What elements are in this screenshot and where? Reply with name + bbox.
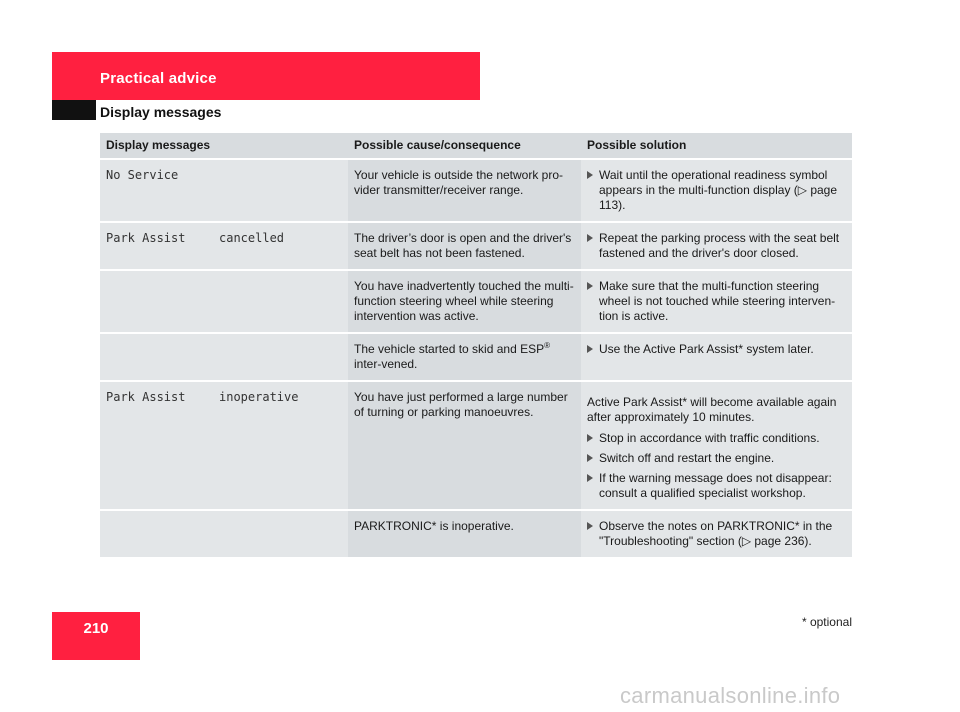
solution-step-text: Use the Active Park Assist* system later.	[599, 342, 814, 356]
solution-step	[587, 342, 846, 357]
table-row	[100, 381, 852, 510]
message-cell: Park Assist	[100, 222, 213, 270]
watermark: carmanualsonline.info	[620, 683, 841, 708]
status-cell	[213, 510, 348, 558]
solution-intro: Active Park Assist* will become available again after approximately 10 minutes.	[587, 395, 837, 424]
solution-step	[587, 168, 846, 213]
solution-step-text: Repeat the parking process with the seat belt fastened and the driver's door closed.	[599, 231, 840, 260]
table-row	[100, 510, 852, 558]
message-cell: Park Assist	[100, 381, 213, 510]
page-number-box	[52, 612, 140, 660]
cause-cell	[348, 333, 581, 381]
page-subtitle: Display messages	[100, 104, 222, 120]
solution-step	[587, 519, 846, 549]
solution-cell	[581, 381, 852, 510]
solution-step-text: Make sure that the multi-function steering wheel is not touched while steering interven-tion is active.	[599, 279, 836, 323]
page-number: 210	[83, 620, 109, 637]
solution-step	[587, 431, 846, 446]
table-row	[100, 159, 852, 222]
message-cell: No Service	[100, 159, 213, 222]
status-cell	[213, 270, 348, 333]
status-cell	[213, 333, 348, 381]
solution-step-text: Observe the notes on PARKTRONIC* in the "Troubleshooting" section (▷ page 236).	[599, 519, 833, 548]
column-header-solution: Possible solution	[581, 133, 852, 159]
cause-cell: You have just performed a large number of turning or parking manoeuvres.	[348, 381, 581, 510]
solution-step-text: Wait until the operational readiness symbol appears in the multi-function display (▷ page 113).	[599, 168, 838, 212]
arrow-right-icon	[587, 282, 593, 290]
solution-step	[587, 231, 846, 261]
message-cell	[100, 270, 213, 333]
arrow-right-icon	[587, 454, 593, 462]
solution-cell	[581, 222, 852, 270]
arrow-right-icon	[587, 234, 593, 242]
arrow-right-icon	[587, 474, 593, 482]
arrow-right-icon	[587, 345, 593, 353]
cause-cell: The driver’s door is open and the driver's seat belt has not been fastened.	[348, 222, 581, 270]
status-cell: inoperative	[213, 381, 348, 510]
display-messages-table	[100, 133, 852, 559]
table-row	[100, 333, 852, 381]
column-header-messages: Display messages	[100, 133, 348, 159]
solution-step	[587, 471, 846, 501]
solution-cell	[581, 159, 852, 222]
table-row	[100, 222, 852, 270]
solution-cell	[581, 333, 852, 381]
section-title: Practical advice	[100, 70, 217, 87]
solution-cell	[581, 510, 852, 558]
optional-footnote: * optional	[801, 615, 852, 629]
solution-step	[587, 451, 846, 466]
table-header-row	[100, 133, 852, 159]
table-row	[100, 270, 852, 333]
status-cell	[213, 159, 348, 222]
arrow-right-icon	[587, 522, 593, 530]
solution-step-text: Switch off and restart the engine.	[599, 451, 775, 465]
section-tab-marker	[52, 100, 96, 120]
cause-text: The vehicle started to skid and ESP	[354, 342, 545, 356]
cause-text-cont: inter-vened.	[354, 357, 418, 371]
solution-step-text: If the warning message does not disappear: consult a qualified specialist workshop.	[599, 471, 832, 500]
cause-cell: PARKTRONIC* is inoperative.	[348, 510, 581, 558]
cause-cell: You have inadvertently touched the multi-function steering wheel while steering intervention was active.	[348, 270, 581, 333]
cause-cell: Your vehicle is outside the network pro-vider transmitter/receiver range.	[348, 159, 581, 222]
message-cell	[100, 333, 213, 381]
column-header-cause: Possible cause/consequence	[348, 133, 581, 159]
solution-step	[587, 279, 846, 324]
arrow-right-icon	[587, 171, 593, 179]
message-cell	[100, 510, 213, 558]
arrow-right-icon	[587, 434, 593, 442]
status-cell: cancelled	[213, 222, 348, 270]
solution-step-text: Stop in accordance with traffic conditions.	[599, 431, 820, 445]
solution-cell	[581, 270, 852, 333]
registered-mark: ®	[544, 341, 551, 350]
